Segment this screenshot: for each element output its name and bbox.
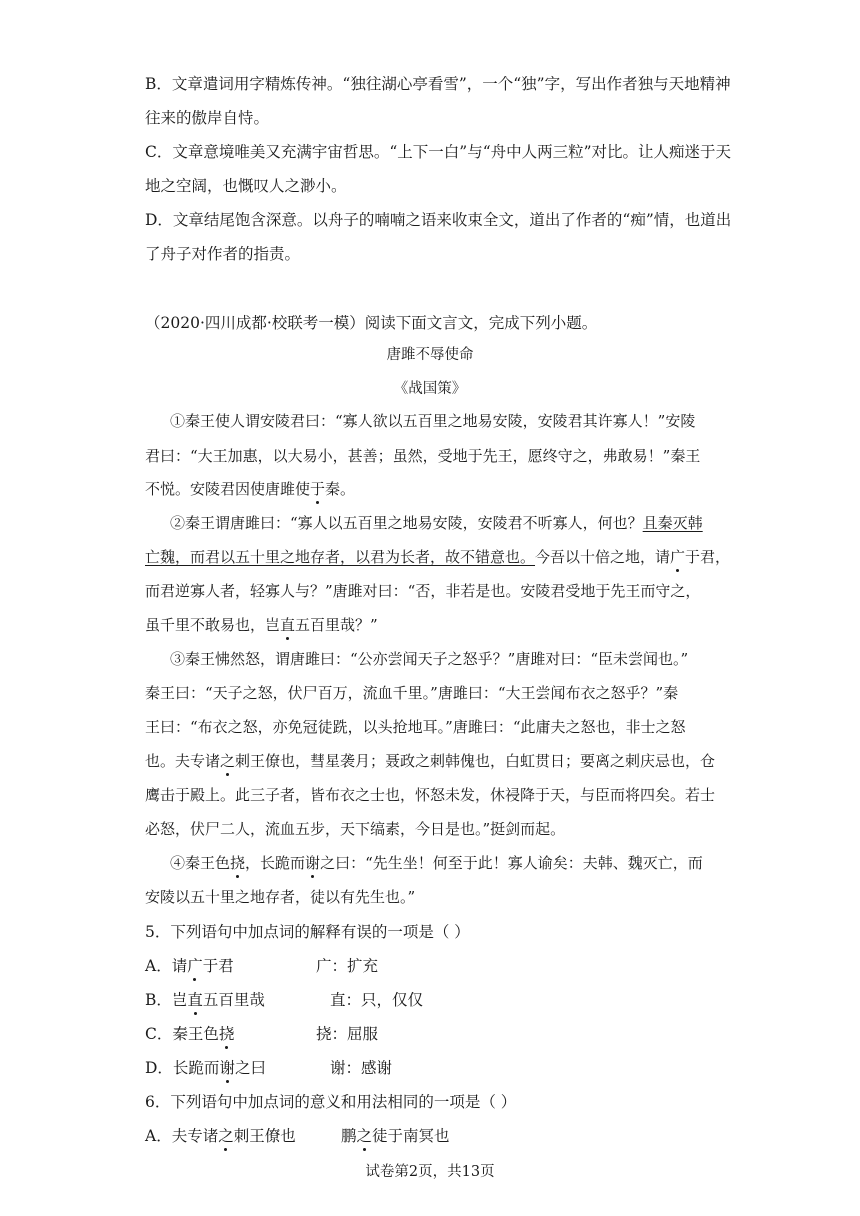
question-6-stem: 6．下列语句中加点词的意义和用法相同的一项是（ ） [145,1093,517,1111]
q5-option-c: C．秦王色挠 [145,1025,235,1043]
question-5-stem: 5．下列语句中加点词的解释有误的一项是（ ） [145,923,470,941]
q5-option-a: A．请广于君 [145,957,234,975]
para1-line1: ①秦王使人谓安陵君曰：“寡人欲以五百里之地易安陵，安陵君其许寡人！”安陵 [170,412,696,430]
q5-option-b: B．岂直五百里哉 [145,991,265,1009]
para2-line1: ②秦王谓唐雎曰：“寡人以五百里之地易安陵，安陵君不听寡人，何也？且秦灭韩 [170,514,703,532]
passage-title: 唐雎不辱使命 [386,347,474,363]
para1-line2: 君曰：“大王加惠，以大易小，甚善；虽然，受地于先王，愿终守之，弗敢易！”秦王 [145,447,701,465]
passage-intro: （2020·四川成都·校联考一模）阅读下面文言文，完成下列小题。 [145,314,598,332]
q5-option-d: D．长跪而谢之曰 [145,1059,266,1077]
para4-line2: 安陵以五十里之地存者，徒以有先生也。” [145,888,416,906]
dotted-word: 广 [670,548,686,566]
dotted-word: 之 [220,752,236,770]
passage-source: 《战国策》 [393,381,467,397]
para2-line3: 而君逆寡人者，轻寡人与？”唐雎对曰：“否，非若是也。安陵君受地于先王而守之， [145,582,701,600]
dotted-word: 之 [218,1127,234,1145]
option-d-line2: 了舟子对作者的指责。 [145,245,301,263]
dotted-word: 之 [356,1127,373,1145]
para4-line1: ④秦王色挠，长跪而谢之曰：“先生坐！何至于此！寡人谕矣：夫韩、魏灭亡，而 [170,854,703,872]
para3-line2: 秦王曰：“天子之怒，伏尸百万，流血千里。”唐雎曰：“大王尝闻布衣之怒乎？”秦 [145,684,679,702]
dotted-word: 谢 [219,1059,235,1077]
para3-line4: 也。夫专诸之刺王僚也，彗星袭月；聂政之刺韩傀也，白虹贯日；要离之刺庆忌也，仓 [145,752,716,770]
q5-option-a-explanation: 广：扩充 [316,957,379,975]
dotted-word: 谢 [305,854,321,872]
dotted-word: 直 [280,616,296,634]
q6-option-a-compare: 鹏之徒于南冥也 [341,1127,450,1145]
q5-option-b-explanation: 直：只，仅仅 [330,991,424,1009]
q5-option-d-explanation: 谢：感谢 [330,1059,393,1077]
dotted-word: 挠 [218,1025,235,1043]
option-d-line1: D．文章结尾饱含深意。以舟子的喃喃之语来收束全文，道出了作者的“痴”情，也道出 [145,211,732,229]
dotted-word: 直 [187,991,203,1009]
option-c-line2: 地之空阔，也慨叹人之渺小。 [145,177,347,195]
option-b-line2: 往来的傲岸自恃。 [145,109,270,127]
para3-line6: 必怒，伏尸二人，流血五步，天下缟素，今日是也。”挺剑而起。 [145,820,566,838]
dotted-word: 挠 [230,854,246,872]
page-footer: 试卷第2页，共13页 [365,1164,495,1180]
dotted-word: 于 [310,480,326,498]
option-c-line1: C．文章意境唯美又充满宇宙哲思。“上下一白”与“舟中人两三粒”对比。让人痴迷于天 [145,143,732,161]
para2-line4: 虽千里不敢易也，岂直五百里哉？” [145,616,378,634]
q5-option-c-explanation: 挠：屈服 [316,1025,379,1043]
option-b-line1: B．文章遣词用字精炼传神。“独往湖心亭看雪”，一个“独”字，写出作者独与天地精神 [145,75,731,93]
para3-line3: 王曰：“布衣之怒，亦免冠徒跣，以头抢地耳。”唐雎曰：“此庸夫之怒也，非士之怒 [145,718,686,736]
para3-line5: 鹰击于殿上。此三子者，皆布衣之士也，怀怒未发，休祲降于天，与臣而将四矣。若士 [145,786,716,804]
para2-line2: 亡魏，而君以五十里之地存者，以君为长者，故不错意也。今吾以十倍之地，请广于君， [145,548,731,566]
para3-line1: ③秦王怫然怒，谓唐雎曰：“公亦尝闻天子之怒乎？”唐雎对曰：“臣未尝闻也。” [170,650,689,668]
q6-option-a: A．夫专诸之刺王僚也 [145,1127,296,1145]
para1-line3: 不悦。安陵君因使唐雎使于秦。 [145,480,356,498]
dotted-word: 广 [187,957,203,975]
